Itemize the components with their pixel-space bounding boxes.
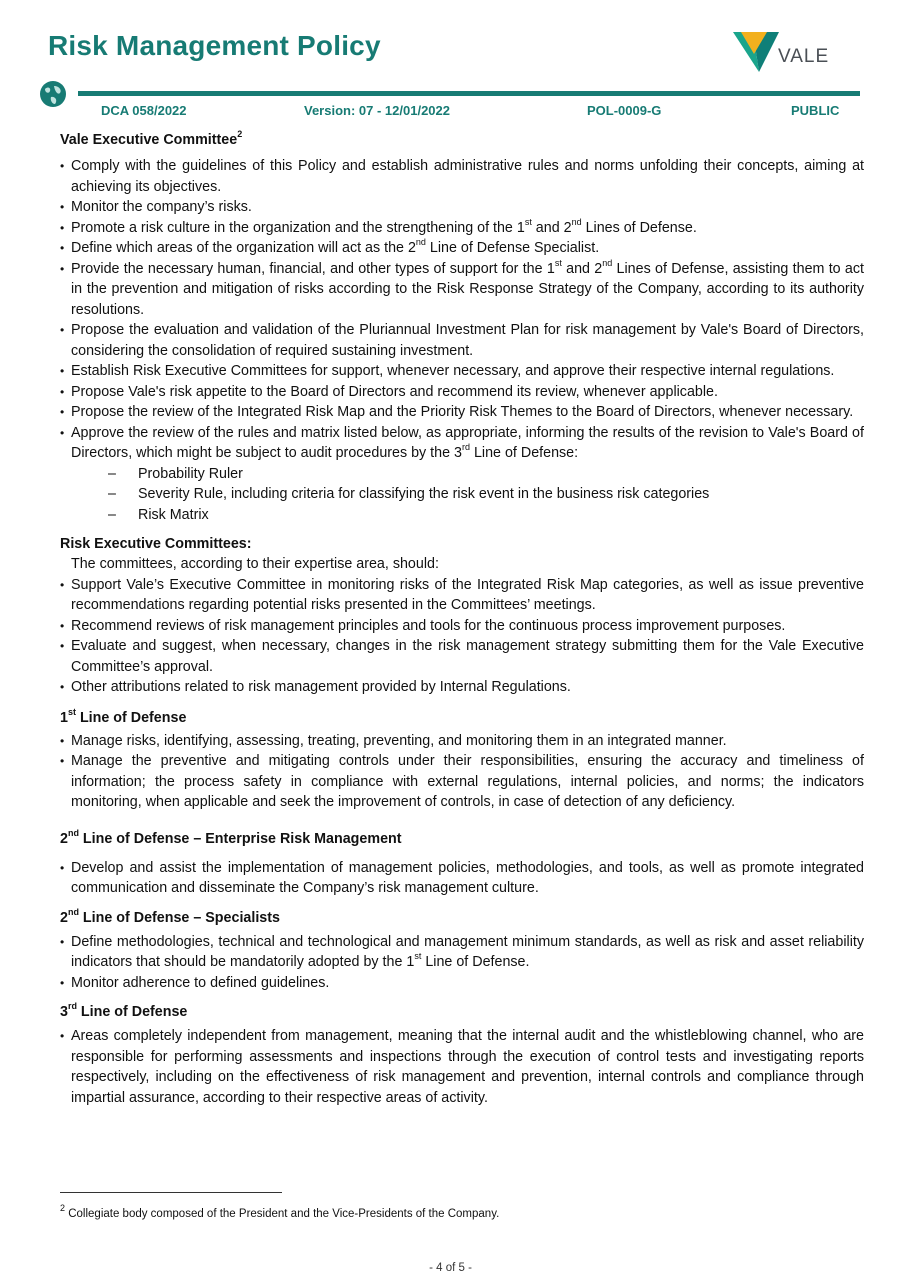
- list-item: • Propose the evaluation and validation of the Pluriannual Investment Plan for risk management by Vale's Board of Directors, considering the consolidation of required sustaining investment.: [60, 320, 864, 361]
- first-line-list: [60, 731, 864, 813]
- list-item: • Propose Vale's risk appetite to the Board of Directors and recommend its review, whenever applicable.: [60, 382, 864, 403]
- third-line-list: [60, 1026, 864, 1108]
- section-heading-specialists: 2nd Line of Defense – Specialists: [60, 906, 280, 926]
- list-item: • Define which areas of the organization will act as the 2nd Line of Defense Specialist.: [60, 238, 864, 259]
- sub-list-item: – Severity Rule, including criteria for classifying the risk event in the business risk categories: [60, 484, 864, 505]
- erm-list: [60, 858, 864, 899]
- list-item: • Establish Risk Executive Committees for support, whenever necessary, and approve their respective internal regulations.: [60, 361, 864, 382]
- policy-id: POL-0009-G: [587, 103, 662, 118]
- specialists-list: [60, 932, 864, 994]
- version-label: Version: 07 - 12/01/2022: [304, 103, 450, 118]
- list-item: • Other attributions related to risk management provided by Internal Regulations.: [60, 677, 864, 698]
- list-item: • Define methodologies, technical and technological and management minimum standards, as well as risk and asset reliability indicators that should be mandatorily adopted by the 1st Line of Defense.: [60, 932, 864, 973]
- vec-sublist: [60, 464, 864, 526]
- footnote: $^2$ Collegiate body composed of the President and the Vice-Presidents of the Company.: [60, 1203, 500, 1220]
- footnote-ref: 2: [237, 129, 243, 140]
- footnote-separator: [60, 1192, 282, 1193]
- document-body: [60, 130, 864, 1108]
- page-title: Risk Management Policy: [48, 30, 381, 61]
- list-item: • Propose the review of the Integrated Risk Map and the Priority Risk Themes to the Board of Directors, whenever necessary.: [60, 402, 864, 423]
- list-item: • Approve the review of the rules and matrix listed below, as appropriate, informing the results of the revision to Vale's Board of Directors, which might be subject to audit procedures by the 3rd Line of Defense:: [60, 423, 864, 464]
- vec-list: [60, 156, 864, 464]
- page-number: - 4 of 5 -: [429, 1262, 472, 1274]
- vale-logo-icon: [733, 28, 779, 76]
- list-item: • Evaluate and suggest, when necessary, changes in the risk management strategy submitting them for the Vale Executive Committee’s approval.: [60, 636, 864, 677]
- section-heading-first-line: 1st Line of Defense: [60, 706, 187, 726]
- list-item: • Monitor adherence to defined guidelines.: [60, 973, 864, 994]
- globe-icon: [39, 80, 67, 108]
- list-item: • Comply with the guidelines of this Policy and establish administrative rules and norms unfolding their concepts, aiming at achieving its objectives.: [60, 156, 864, 197]
- header-rule: [78, 91, 860, 96]
- list-item: • Provide the necessary human, financial, and other types of support for the 1st and 2nd Lines of Defense, assisting them to act in the prevention and mitigation of risks according to the Risk Response Strategy of the Company, according to its authority resolutions.: [60, 259, 864, 321]
- list-item: • Manage the preventive and mitigating controls under their responsibilities, ensuring the accuracy and timeliness of information; the process safety in compliance with external regulations, internal policies, and norms; the indicators monitoring, when applicable and seek the improvement of controls, in case of detection of any deficiency.: [60, 751, 864, 813]
- list-item: • Areas completely independent from management, meaning that the internal audit and the whistleblowing channel, who are responsible for performing assessments and inspections through the execution of control tests and investigating reports respectively, including on the effectiveness of risk management and prevention, internal controls and compliance through impartial assurance, according to their respective areas of activity.: [60, 1026, 864, 1108]
- doc-code: DCA 058/2022: [101, 103, 187, 118]
- list-item: • Recommend reviews of risk management principles and tools for the continuous process improvement purposes.: [60, 616, 864, 637]
- section-heading-erm: 2nd Line of Defense – Enterprise Risk Management: [60, 827, 402, 847]
- list-item: • Manage risks, identifying, assessing, treating, preventing, and monitoring them in an integrated manner.: [60, 731, 864, 752]
- vale-logo: [733, 28, 851, 76]
- rec-intro: The committees, according to their expertise area, should:: [71, 556, 439, 572]
- rec-list: [60, 575, 864, 698]
- list-item: • Promote a risk culture in the organization and the strengthening of the 1st and 2nd Lines of Defense.: [60, 218, 864, 239]
- list-item: • Monitor the company’s risks.: [60, 197, 864, 218]
- section-heading-rec: Risk Executive Committees:: [60, 536, 252, 552]
- sub-list-item: – Probability Ruler: [60, 464, 864, 485]
- sub-list-item: – Risk Matrix: [60, 505, 864, 526]
- classification-label: PUBLIC: [791, 103, 840, 118]
- logo-text: VALE: [778, 46, 830, 67]
- section-heading-third-line: 3rd Line of Defense: [60, 1001, 188, 1020]
- section-heading-vec: Vale Executive Committee$^2$: [60, 129, 243, 148]
- list-item: • Support Vale’s Executive Committee in monitoring risks of the Integrated Risk Map categories, as well as issue preventive recommendations regarding potential risks presented in the Committees’ meetings.: [60, 575, 864, 616]
- list-item: • Develop and assist the implementation of management policies, methodologies, and tools, as well as promote integrated communication and disseminate the Company’s risk management culture.: [60, 858, 864, 899]
